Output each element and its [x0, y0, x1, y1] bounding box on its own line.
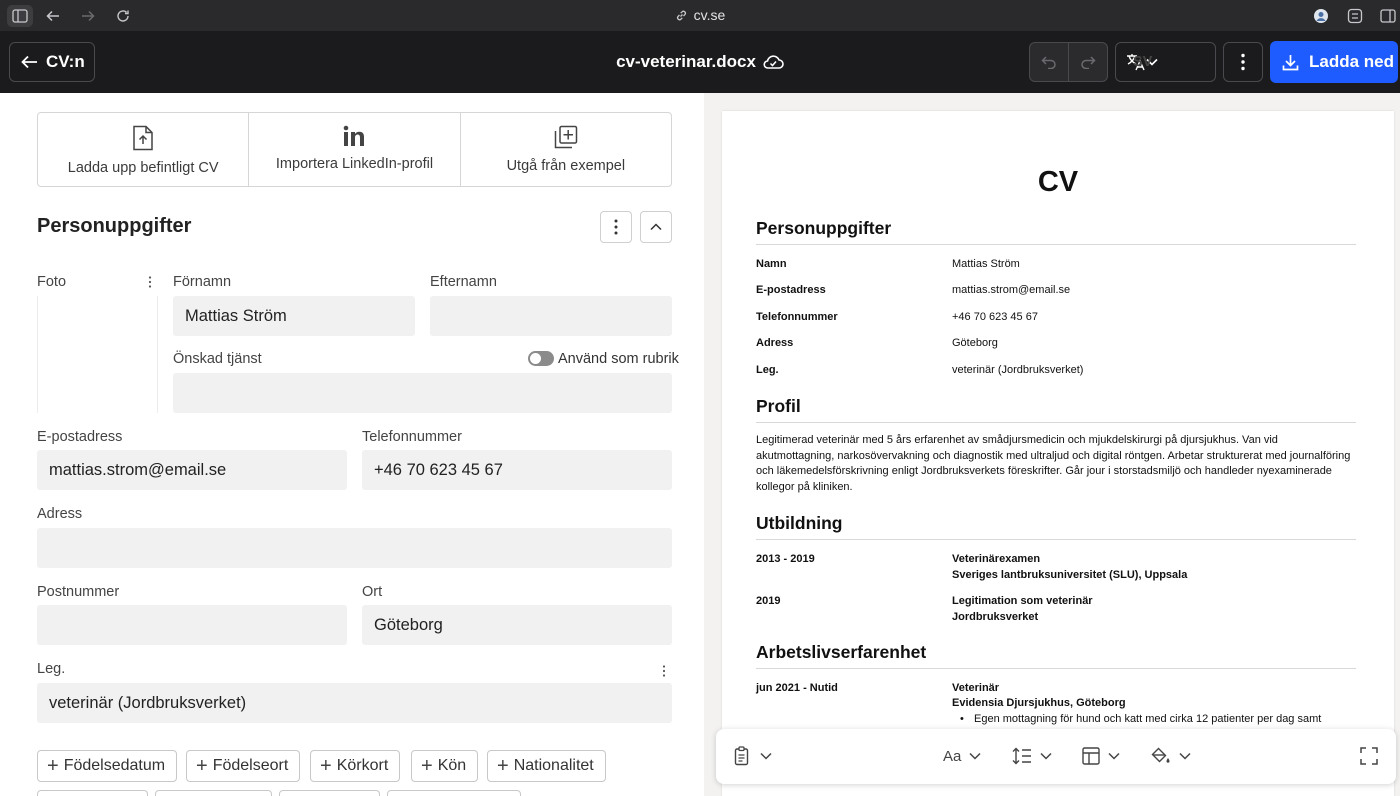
address-field[interactable] [37, 528, 672, 568]
chip-label: Födelseort [212, 757, 289, 774]
import-options [37, 112, 672, 187]
preview-heading-personal: Personuppgifter [756, 218, 892, 238]
undo-icon [1041, 55, 1057, 69]
add-copy-icon [554, 125, 578, 149]
more-vertical-icon [1241, 53, 1245, 71]
plus-icon: + [421, 755, 433, 777]
preview-profile-text: Legitimerad veterinär med 5 års erfarenhet av smådjursmedicin och mjukdelskirurgi på djursjukhus. Van vid akutmottagning, narkosövervakning och diagnostik med ultraljud och digital röntgen. Arbetar strukturerat med journalföring och läkemedelsförskrivning enligt Jordbruksverkets föreskrifter. Går jour i storstadsmiljö och handleder nyexaminerade kollegor på kliniken. [756, 434, 1351, 493]
language-select[interactable] [1115, 42, 1216, 82]
layout-menu-button[interactable] [1082, 743, 1120, 769]
add-field-button[interactable] [37, 790, 148, 796]
license-label: Leg. [37, 661, 66, 677]
profile-icon[interactable] [1310, 5, 1332, 27]
first-name-field[interactable]: Mattias Ström [173, 296, 415, 336]
photo-upload-area[interactable] [37, 296, 158, 413]
divider [756, 539, 1356, 540]
preview-toolbar [716, 729, 1396, 784]
cloud-saved-icon [762, 54, 784, 75]
preview-entry-title: Veterinärexamen [952, 553, 1041, 565]
add-birthplace-button[interactable] [186, 750, 300, 782]
template-menu-button[interactable] [734, 743, 772, 769]
app-header [0, 31, 1400, 93]
preview-key: E-postadress [756, 284, 826, 296]
undo-button[interactable] [1030, 43, 1069, 81]
last-name-field[interactable] [430, 296, 672, 336]
preview-value: Mattias Ström [952, 258, 1020, 270]
chevron-down-icon [760, 752, 772, 760]
preview-period: 2019 [756, 595, 781, 607]
preview-heading-profile: Profil [756, 396, 801, 416]
last-name-label: Efternamn [430, 274, 497, 290]
download-button[interactable] [1270, 41, 1398, 83]
collapse-section-button[interactable] [640, 211, 672, 243]
paint-bucket-icon [1151, 747, 1171, 765]
upload-cv-label: Ladda upp befintligt CV [67, 160, 219, 176]
line-spacing-icon [1012, 747, 1032, 765]
preview-value: mattias.strom@email.se [952, 284, 1071, 296]
fullscreen-button[interactable] [1360, 743, 1378, 769]
desired-job-label: Önskad tjänst [173, 351, 262, 367]
preview-key: Telefonnummer [756, 311, 838, 323]
color-menu-button[interactable] [1151, 743, 1191, 769]
city-label: Ort [362, 584, 383, 600]
preview-entry-place: Jordbruksverket [952, 611, 1039, 623]
license-field[interactable]: veterinär (Jordbruksverket) [37, 683, 672, 723]
chevron-down-icon [1179, 752, 1191, 760]
plus-icon: + [320, 755, 332, 777]
phone-field[interactable]: +46 70 623 45 67 [362, 450, 672, 490]
preview-bullet: • Egen mottagning för hund och katt med cirka 12 patienter per dag samt [974, 713, 1321, 725]
use-as-heading-label: Använd som rubrik [558, 351, 679, 367]
undo-redo-group [1029, 42, 1108, 82]
clipboard-icon [734, 746, 752, 766]
cv-preview-panel [704, 93, 1400, 796]
preview-key: Leg. [756, 364, 779, 376]
section-title-personal: Personuppgifter [37, 215, 192, 237]
font-menu-button[interactable] [943, 743, 981, 769]
language-label: SV [1133, 54, 1153, 70]
desired-job-field[interactable] [173, 373, 672, 413]
chip-label: Kön [437, 757, 467, 774]
redo-icon [1080, 55, 1096, 69]
preview-key: Namn [756, 258, 787, 270]
use-example-label: Utgå från exempel [506, 158, 626, 174]
file-upload-icon [132, 125, 154, 151]
back-label: CV:n [46, 52, 85, 71]
url-text: cv.se [693, 7, 726, 23]
cv-page [722, 111, 1394, 796]
layout-icon [1082, 747, 1100, 765]
add-field-button[interactable] [155, 790, 272, 796]
email-label: E-postadress [37, 429, 123, 445]
preview-period: jun 2021 - Nutid [756, 682, 838, 694]
download-label: Ladda ned [1309, 52, 1395, 71]
preview-value: veterinär (Jordbruksverket) [952, 364, 1084, 376]
add-gender-button[interactable] [411, 750, 478, 782]
chip-label: Födelsedatum [63, 757, 166, 774]
chevron-down-icon [1040, 752, 1052, 760]
address-bar[interactable] [0, 7, 1400, 25]
preview-heading-work: Arbetslivserfarenhet [756, 642, 927, 662]
more-options-button[interactable] [1223, 42, 1263, 82]
chevron-up-icon [650, 223, 662, 231]
address-label: Adress [37, 506, 83, 522]
link-icon [675, 9, 688, 25]
add-birthdate-button[interactable] [37, 750, 177, 782]
license-options-icon[interactable] [662, 665, 666, 679]
preview-heading-education: Utbildning [756, 513, 843, 533]
phone-label: Telefonnummer [362, 429, 462, 445]
browser-bar [0, 0, 1400, 31]
add-field-button[interactable] [387, 790, 521, 796]
email-field[interactable]: mattias.strom@email.se [37, 450, 347, 490]
fullscreen-icon [1360, 747, 1378, 765]
chip-label: Körkort [336, 757, 389, 774]
postcode-field[interactable] [37, 605, 347, 645]
split-view-icon[interactable] [1377, 5, 1399, 27]
linkedin-icon [343, 125, 365, 147]
divider [756, 422, 1356, 423]
import-linkedin-label: Importera LinkedIn-profil [275, 156, 434, 172]
section-options-button[interactable] [600, 211, 632, 243]
preview-entry-place: Sveriges lantbruksuniversitet (SLU), Uppsala [952, 569, 1188, 581]
more-vertical-icon [614, 219, 618, 235]
cv-editor-panel [0, 93, 704, 796]
plus-icon: + [196, 755, 208, 777]
postcode-label: Postnummer [37, 584, 120, 600]
first-name-label: Förnamn [173, 274, 232, 290]
plus-icon: + [497, 755, 509, 777]
preview-value: Göteborg [952, 337, 998, 349]
import-linkedin-button[interactable] [248, 113, 459, 186]
divider [756, 244, 1356, 245]
font-icon: Aa [943, 747, 962, 765]
chip-label: Nationalitet [513, 757, 594, 774]
preview-value: +46 70 623 45 67 [952, 311, 1038, 323]
redo-button[interactable] [1069, 43, 1107, 81]
city-field[interactable]: Göteborg [362, 605, 672, 645]
document-name: cv-veterinar.docx [616, 52, 756, 71]
upload-cv-button[interactable] [38, 113, 248, 186]
divider [756, 668, 1356, 669]
preview-period: 2013 - 2019 [756, 553, 815, 565]
use-example-button[interactable] [460, 113, 671, 186]
add-field-button[interactable] [279, 790, 380, 796]
chevron-down-icon [969, 752, 981, 760]
preview-entry-title: Veterinär [952, 682, 1000, 694]
photo-label: Foto [37, 274, 67, 290]
preview-entry-title: Legitimation som veterinär [952, 595, 1093, 607]
plus-icon: + [47, 755, 59, 777]
preview-entry-place: Evidensia Djursjukhus, Göteborg [952, 697, 1126, 709]
preview-key: Adress [756, 337, 794, 349]
extensions-icon[interactable] [1344, 5, 1366, 27]
download-icon [1282, 54, 1299, 71]
line-spacing-menu-button[interactable] [1012, 743, 1052, 769]
photo-options-icon[interactable] [148, 276, 152, 290]
chevron-down-icon [1108, 752, 1120, 760]
use-as-heading-toggle[interactable] [528, 351, 554, 366]
add-nationality-button[interactable] [487, 750, 606, 782]
add-drivers-license-button[interactable] [310, 750, 400, 782]
cv-title: CV [1037, 166, 1079, 198]
